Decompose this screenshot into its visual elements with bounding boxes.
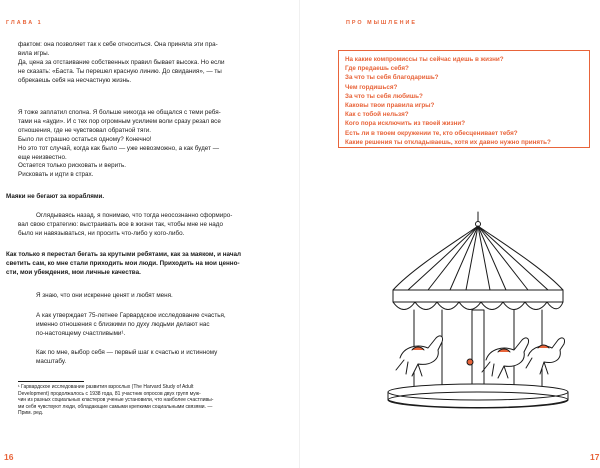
text-line: Да, цена за отстаивание собственных правил бывает высока. Но если <box>18 58 225 66</box>
question-item: За что ты себя благодаришь? <box>345 74 439 82</box>
text-line: именно отношения с близкими по духу людьми делают нас <box>36 320 210 328</box>
page-number-left: 16 <box>4 452 14 462</box>
footnote-rule <box>18 381 84 382</box>
paragraph-5 <box>18 312 286 339</box>
footnote-line: ми себя чувствуют люди, обладающие самыми крепкими социальными связями. — <box>18 403 213 410</box>
paragraph-3 <box>18 212 286 239</box>
text-line: фактом: она позволяет так к себе относиться. Она приняла эти пра- <box>18 41 218 48</box>
footnote <box>18 384 286 417</box>
question-item: Чем гордишься? <box>345 83 398 91</box>
running-head-right: ПРО МЫШЛЕНИЕ <box>346 20 418 26</box>
text-line: масштабу. <box>36 357 67 365</box>
footnote-line: чин из разных социальных кластеров ученые установили, что наиболее счастливы- <box>18 397 214 404</box>
question-item: Какие решения ты откладываешь, хотя их давно нужно принять? <box>345 138 551 146</box>
questions-box <box>338 50 590 148</box>
text-line: было ни навязываться, ни просить что-либо у кого-либо. <box>18 229 185 237</box>
carousel-illustration-icon <box>378 210 578 415</box>
section-subhead: Маяки не бегают за кораблями. <box>6 193 105 200</box>
page-number-right: 17 <box>590 452 600 462</box>
footnote-line: ¹ Гарвардское исследование развития взрослых (The Harvard Study of Adult <box>18 384 194 390</box>
paragraph-1 <box>18 41 286 86</box>
text-line: еще неизвестно. <box>18 153 67 161</box>
text-line: отношения, где не чувствовал обратной тяги. <box>18 126 152 134</box>
text-line: Как по мне, выбор себя — первый шаг к счастью и истинному <box>36 349 218 356</box>
question-item: Кого пора исключить из твоей жизни? <box>345 120 466 128</box>
text-line: не сказать: «Баста. Ты перешел красную линию. До свидания», — ты <box>18 67 222 75</box>
text-line: Было ли страшно остаться одному? Конечно! <box>18 135 152 143</box>
text-line: вал свою стратегию: выстраивать все в жизни так, чтобы мне не надо <box>18 220 223 228</box>
text-line: светить сам, ко мне стали приходить мои люди. Приходить на мои ценно- <box>6 259 240 267</box>
text-line: Как только я перестал бегать за крутыми ребятами, как за маяком, и начал <box>6 251 242 258</box>
text-line: Но это тот случай, когда как было — уже невозможно, а как будет — <box>18 144 220 152</box>
text-line: Оглядываясь назад, я понимаю, что тогда неосознанно сформиро- <box>36 212 233 219</box>
right-page <box>300 0 600 468</box>
paragraph-4 <box>18 292 286 301</box>
paragraph-6 <box>18 349 286 367</box>
text-line: по-настоящему счастливыми¹. <box>36 329 126 337</box>
footnote-line: Development) продолжалось с 1938 года, 81 участник опросов двух групп муж- <box>18 390 201 397</box>
text-line: Остается только рисковать и верить. <box>18 162 127 170</box>
text-line: Рисковать и идти в страх. <box>18 171 94 179</box>
text-line: обрекаешь себя на несчастную жизнь. <box>18 76 132 84</box>
question-item: Где предаешь себя? <box>345 65 409 73</box>
question-item: Есть ли в твоем окружении те, кто обесценивает тебя? <box>345 129 518 137</box>
paragraph-2 <box>18 109 286 180</box>
question-item: Как с тобой нельзя? <box>345 111 409 119</box>
footnote-line: Прим. ред. <box>18 410 44 417</box>
text-line: А как утверждает 75-летнее Гарвардское исследование счастья, <box>36 312 226 319</box>
question-item: За что ты себя любишь? <box>345 92 423 100</box>
bold-paragraph <box>6 251 294 278</box>
text-line: Я тоже заплатил сполна. Я больше никогда не общался с теми ребя- <box>18 109 221 116</box>
question-item: Каковы твои правила игры? <box>345 102 435 110</box>
question-item: На какие компромиссы ты сейчас идешь в жизни? <box>345 56 504 63</box>
text-line: тами на «ауди». И с тех пор огромным усилием воли сразу резал все <box>18 117 221 125</box>
text-line: Я знаю, что они искренне ценят и любят меня. <box>36 292 173 299</box>
text-line: сти, мои убеждения, мои личные качества. <box>6 268 141 276</box>
running-head-left: ГЛАВА 1 <box>6 20 43 26</box>
text-line: вила игры. <box>18 49 50 57</box>
